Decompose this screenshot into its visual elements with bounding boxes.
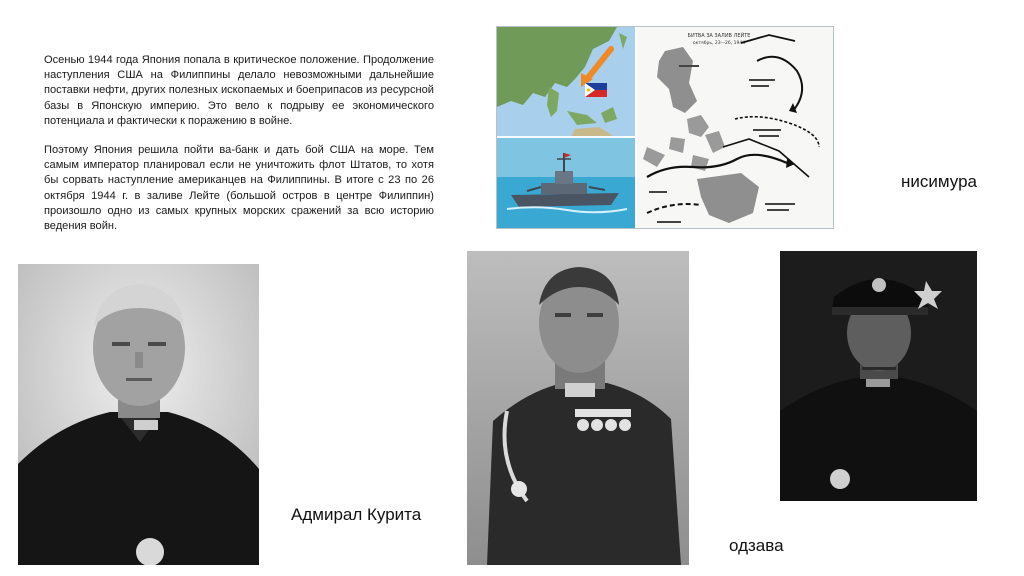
text-block — [44, 53, 434, 234]
portrait-right-officer — [780, 251, 977, 501]
paragraph-leyte-battle: Поэтому Япония решила пойти ва-банк и дать бой США на море. Тем самым император планировал если не уничтожить флот Штатов, то хотя бы сорвать наступление американцев на Филиппины. В итоге с 23 по 26 октября 1944 г. в заливе Лейте (большой остров в центре Филиппин) произошло одно из самых крупных морских сражений за всю историю ведения войн. — [44, 144, 434, 233]
caption-ozawa: одзава — [729, 536, 784, 555]
right-officer-photo — [780, 251, 977, 501]
map-collage — [497, 27, 833, 228]
leyte-map-panel — [496, 26, 834, 229]
philippine-flag-icon — [585, 83, 607, 97]
caption-nishimura: нисимура — [901, 172, 977, 191]
portrait-center-officer — [467, 251, 689, 565]
portrait-kurita — [18, 264, 259, 565]
battle-map-date: октябрь, 23—26, 1944 — [692, 41, 746, 46]
battle-map-title: БИТВА ЗА ЗАЛИВ ЛЕЙТЕ — [687, 33, 751, 39]
kurita-photo — [18, 264, 259, 565]
paragraph-autumn-1944: Осенью 1944 года Япония попала в критическое положение. Продолжение наступления США на Филиппины делало невозможными дальнейшие поставки нефти, других полезных ископаемых и боеприпасов из ресурсной базы в Японскую империю. Это вело к подрыву ее экономического потенциала и фактически к поражению в войне. — [44, 54, 434, 127]
caption-kurita: Адмирал Курита — [291, 505, 422, 524]
center-officer-photo — [467, 251, 689, 565]
